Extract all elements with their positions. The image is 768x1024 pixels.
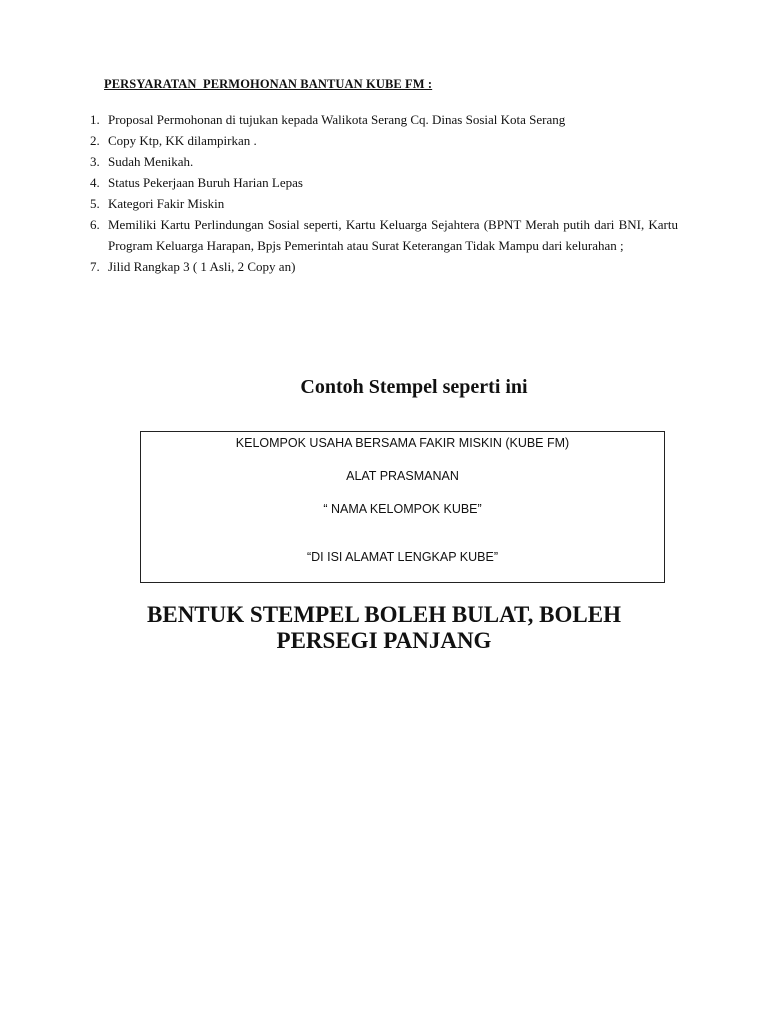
requirement-text: Jilid Rangkap 3 ( 1 Asli, 2 Copy an): [108, 259, 296, 274]
requirement-number: 3.: [90, 154, 100, 169]
stamp-shape-note-line2: PERSEGI PANJANG: [276, 628, 492, 653]
requirement-item: [90, 193, 678, 214]
stamp-example-box: [140, 431, 665, 583]
requirement-number: 4.: [90, 175, 100, 190]
page-heading: PERSYARATAN PERMOHONAN BANTUAN KUBE FM :: [104, 77, 433, 91]
requirement-number: 1.: [90, 112, 100, 127]
requirement-text: Kategori Fakir Miskin: [108, 196, 225, 211]
requirement-item: [90, 109, 678, 130]
requirement-text: Copy Ktp, KK dilampirkan .: [108, 133, 257, 148]
requirements-list: [90, 109, 678, 277]
requirement-text: Proposal Permohonan di tujukan kepada Walikota Serang Cq. Dinas Sosial Kota Serang: [108, 112, 566, 127]
stamp-shape-note-line1: BENTUK STEMPEL BOLEH BULAT, BOLEH: [147, 602, 621, 627]
requirement-number: 7.: [90, 259, 100, 274]
requirement-number: 5.: [90, 196, 100, 211]
requirement-item: [90, 214, 678, 256]
requirement-text: Sudah Menikah.: [108, 154, 194, 169]
stamp-shape-note: [0, 602, 768, 654]
requirement-item: [90, 172, 678, 193]
requirement-number: 2.: [90, 133, 100, 148]
stamp-line-kube-name: “ NAMA KELOMPOK KUBE”: [323, 502, 482, 516]
example-stamp-title: Contoh Stempel seperti ini: [300, 376, 528, 398]
requirement-item: [90, 130, 678, 151]
stamp-line-group-name: KELOMPOK USAHA BERSAMA FAKIR MISKIN (KUBE FM): [235, 436, 570, 450]
stamp-line-business-type: ALAT PRASMANAN: [346, 469, 459, 483]
requirement-item: [90, 256, 678, 277]
requirement-text: Memiliki Kartu Perlindungan Sosial seperti, Kartu Keluarga Sejahtera (BPNT Merah putih dari BNI, Kartu Program Keluarga Harapan, Bpjs Pemerintah atau Surat Keterangan Tidak Mampu dari kelurahan ;: [108, 217, 678, 253]
requirement-number: 6.: [90, 217, 100, 232]
requirement-text: Status Pekerjaan Buruh Harian Lepas: [108, 175, 303, 190]
requirement-item: [90, 151, 678, 172]
stamp-line-address: “DI ISI ALAMAT LENGKAP KUBE”: [306, 550, 499, 564]
